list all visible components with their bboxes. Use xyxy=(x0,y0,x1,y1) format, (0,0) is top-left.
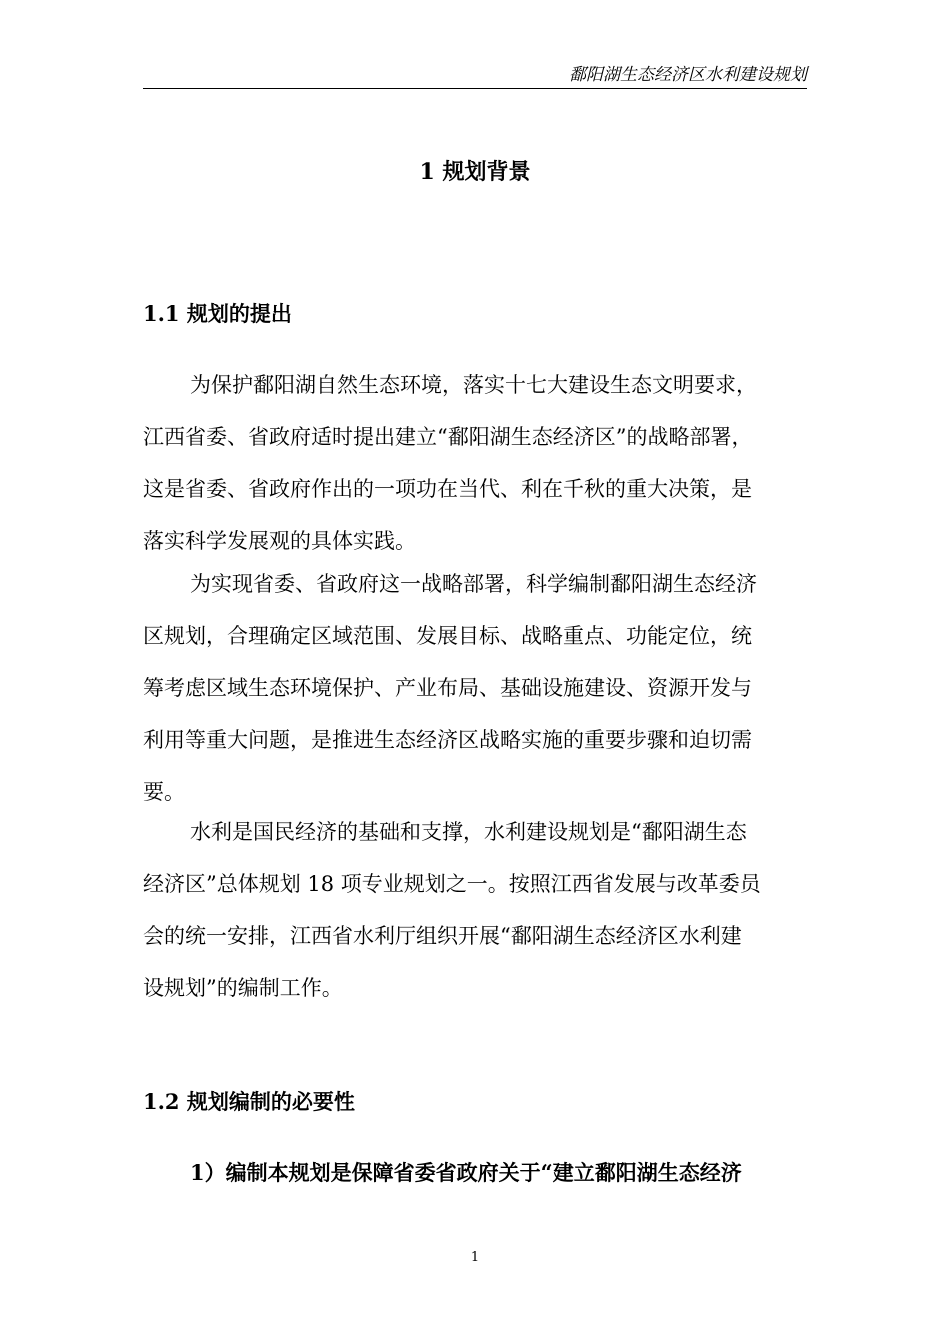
paragraph-line: 筹考虑区域生态环境保护、产业布局、基础设施建设、资源开发与 xyxy=(143,676,752,700)
paragraph-line: 落实科学发展观的具体实践。 xyxy=(143,529,416,553)
paragraph xyxy=(143,569,807,829)
subheading: 1）编制本规划是保障省委省政府关于“建立鄱阳湖生态经济 xyxy=(190,1160,742,1185)
paragraph-line: 设规划”的编制工作。 xyxy=(143,976,343,1000)
paragraph-line: 会的统一安排，江西省水利厅组织开展“鄱阳湖生态经济区水利建 xyxy=(143,924,742,948)
paragraph-line: 为保护鄱阳湖自然生态环境，落实十七大建设生态文明要求， xyxy=(190,373,757,397)
paragraph-line: 水利是国民经济的基础和支撑，水利建设规划是“鄱阳湖生态 xyxy=(190,820,747,844)
paragraph xyxy=(143,370,807,578)
chapter-title: 1 规划背景 xyxy=(419,159,531,185)
paragraph-line: 这是省委、省政府作出的一项功在当代、利在千秋的重大决策，是 xyxy=(143,477,752,501)
paragraph-line: 为实现省委、省政府这一战略部署，科学编制鄱阳湖生态经济 xyxy=(190,572,757,596)
page-number: 1 xyxy=(470,1250,480,1265)
running-header: 鄱阳湖生态经济区水利建设规划 xyxy=(569,65,807,85)
section-title: 1.1 规划的提出 xyxy=(143,301,292,326)
header-rule xyxy=(143,88,807,89)
paragraph-line: 区规划，合理确定区域范围、发展目标、战略重点、功能定位，统 xyxy=(143,624,752,648)
paragraph-line: 经济区”总体规划 18 项专业规划之一。按照江西省发展与改革委员 xyxy=(143,872,761,896)
paragraph-line: 要。 xyxy=(143,780,185,804)
paragraph-line: 江西省委、省政府适时提出建立“鄱阳湖生态经济区”的战略部署， xyxy=(143,425,753,449)
paragraph-line: 利用等重大问题，是推进生态经济区战略实施的重要步骤和迫切需 xyxy=(143,728,752,752)
paragraph xyxy=(143,817,807,1025)
section-title: 1.2 规划编制的必要性 xyxy=(143,1089,355,1114)
